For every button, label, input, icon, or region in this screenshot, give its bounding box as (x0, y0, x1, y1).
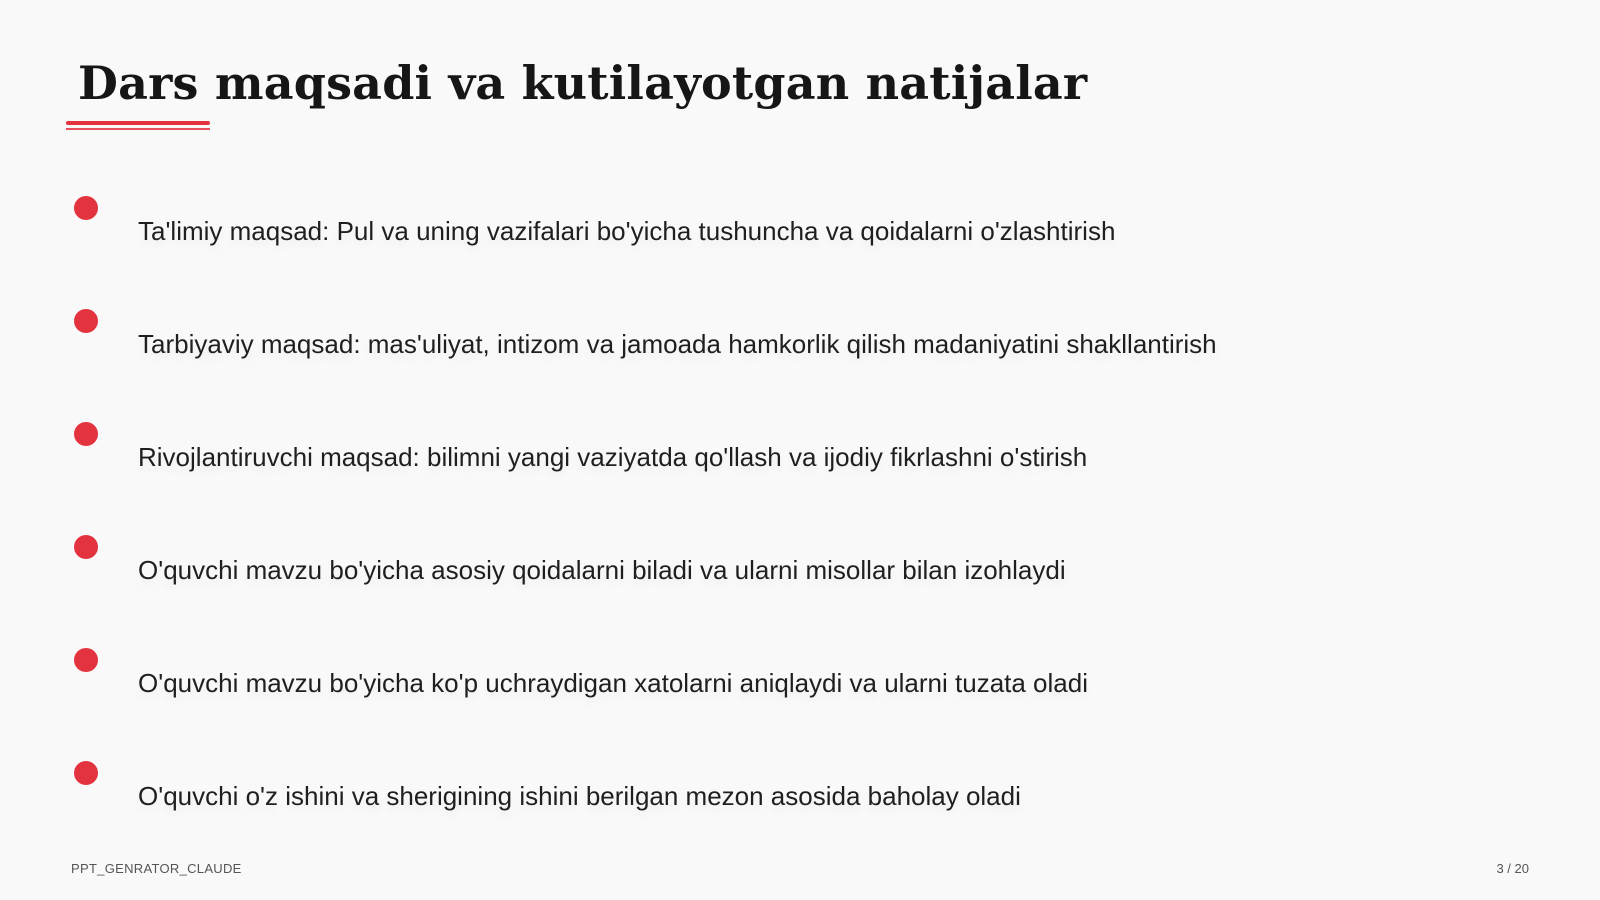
bullet-text: Ta'limiy maqsad: Pul va uning vazifalari bo'yicha tushuncha va qoidalarni o'zlashtirish (138, 216, 1116, 246)
list-item (0, 309, 1600, 389)
bullet-text: Rivojlantiruvchi maqsad: bilimni yangi vaziyatda qo'llash va ijodiy fikrlashni o'stirish (138, 442, 1088, 472)
bullet-text: O'quvchi o'z ishini va sherigining ishini berilgan mezon asosida baholay oladi (138, 781, 1021, 811)
footer-source-label: PPT_GENRATOR_CLAUDE (71, 861, 242, 876)
bullet-dot-icon (74, 309, 98, 333)
bullet-text: O'quvchi mavzu bo'yicha ko'p uchraydigan xatolarni aniqlaydi va ularni tuzata oladi (138, 668, 1088, 698)
bullet-dot-icon (74, 535, 98, 559)
list-item (0, 422, 1600, 502)
page-indicator: 3 / 20 (1496, 861, 1529, 876)
bullet-dot-icon (74, 422, 98, 446)
bullet-dot-icon (74, 196, 98, 220)
list-item (0, 535, 1600, 615)
bullet-dot-icon (74, 761, 98, 785)
list-item (0, 196, 1600, 276)
bullet-text: Tarbiyaviy maqsad: mas'uliyat, intizom va jamoada hamkorlik qilish madaniyatini shakllantirish (138, 329, 1217, 359)
list-item (0, 648, 1600, 728)
bullet-text: O'quvchi mavzu bo'yicha asosiy qoidalarni biladi va ularni misollar bilan izohlaydi (138, 555, 1066, 585)
slide-title: Dars maqsadi va kutilayotgan natijalar (78, 56, 1088, 110)
bullet-dot-icon (74, 648, 98, 672)
list-item (0, 761, 1600, 841)
